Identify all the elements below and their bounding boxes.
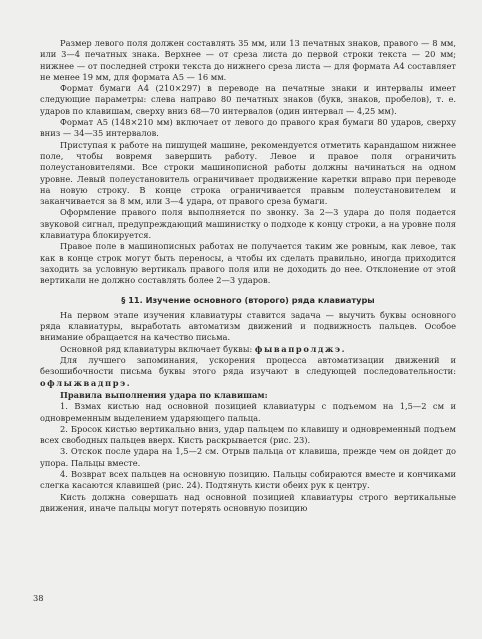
paragraph-margins: Размер левого поля должен составлять 35 мм, или 13 печатных знаков, правого — 8 мм, или 3—4 печатных знака. Верхнее — от среза листа до первой строки текста — 20 мм; нижнее — от последней строки текста до нижнего среза листа — для формата А4 составляет не менее 19 мм, для формата А5 — 16 мм.: [40, 38, 456, 82]
home-row-letters: фывапролджэ.: [254, 343, 347, 354]
page-text: [40, 38, 456, 514]
paragraph-a4-format: Формат бумаги А4 (210×297) в переводе на печатные знаки и интервалы имеет следующие параметры: слева направо 80 печатных знаков (букв, знаков, пробелов), т. е. ударов по клавишам, сверху вниз 68—70 интервалов (один интервал — 4,25 мм).: [40, 83, 456, 116]
paragraph-a5-format: Формат А5 (148×210 мм) включает от левого до правого края бумаги 80 ударов, сверху вниз — 34—35 интервалов.: [40, 117, 456, 139]
paragraph-vertical-motion: Кисть должна совершать над основной позицией клавиатуры строго вертикальные движения, иначе пальцы могут потерять основную позицию: [40, 491, 456, 513]
paragraph-right-margin-bell: Оформление правого поля выполняется по звонку. За 2—3 удара до поля подается звуковой сигнал, предупреждающий машинистку о подходе к концу строки, а на уровне поля клавиатура блокируется.: [40, 207, 456, 241]
rule-4: 4. Возврат всех пальцев на основную позицию. Пальцы собираются вместе и кончиками слегка касаются клавишей (рис. 24). Подтянуть кисти обеих рук к центру.: [40, 468, 456, 491]
rule-2: 2. Бросок кистью вертикально вниз, удар пальцем по клавишу и одновременный подъем всех свободных пальцев вверх. Кисть раскрывается (рис. 23).: [40, 423, 456, 446]
paragraph-margin-setup: Приступая к работе на пишущей машине, рекомендуется отметить карандашом нижнее поле, чтобы вовремя завершить работу. Левое и правое поля ограничить полеустановителями. Все строки машинописной работы должны начинаться на одном уровне. Левый полеустановитель ограничивает продвижение каретки вправо при переводе на новую строку. В конце строка ограничивается правым полеустановителем и заканчивается за 8 мм, или 3—4 удара, от правого среза бумаги.: [40, 139, 456, 207]
page-number: 38: [33, 593, 44, 603]
paragraph-learning-order: [40, 355, 456, 389]
learning-order-text: Для лучшего запоминания, ускорения процесса автоматизации движений и безошибочности письма буквы этого ряда изучают в следующей последовательности:: [40, 355, 456, 377]
paragraph-right-margin-evenness: Правое поле в машинописных работах не получается таким же ровным, как левое, так как в конце строк могут быть переносы, а чтобы их сделать правильно, иногда приходится заходить за условную вертикаль правого поля или не доходить до нее. Отклонение от этой вертикали не должно составлять более 2—3 ударов.: [40, 241, 456, 286]
section-heading: § 11. Изучение основного (второго) ряда клавиатуры: [121, 294, 375, 305]
paragraph-home-row: [40, 344, 456, 355]
paragraph-first-stage: На первом этапе изучения клавиатуры ставится задача — выучить буквы основного ряда клавиатуры, выработать автоматизм движений и подвижность пальцев. Особое внимание обращается на качество письма.: [40, 309, 456, 343]
rule-3: 3. Отскок после удара на 1,5—2 см. Отрыв пальца от клавиша, прежде чем он дойдет до упора. Пальцы вместе.: [40, 446, 456, 468]
learning-order-letters: офлыжвадпрэ.: [40, 377, 132, 388]
home-row-text: Основной ряд клавиатуры включает буквы:: [60, 343, 255, 354]
rule-1: 1. Взмах кистью над основной позицией клавиатуры с подъемом на 1,5—2 см и одновременным выделением ударяющего пальца.: [40, 401, 456, 423]
rules-title: Правила выполнения удара по клавишам:: [60, 389, 268, 400]
